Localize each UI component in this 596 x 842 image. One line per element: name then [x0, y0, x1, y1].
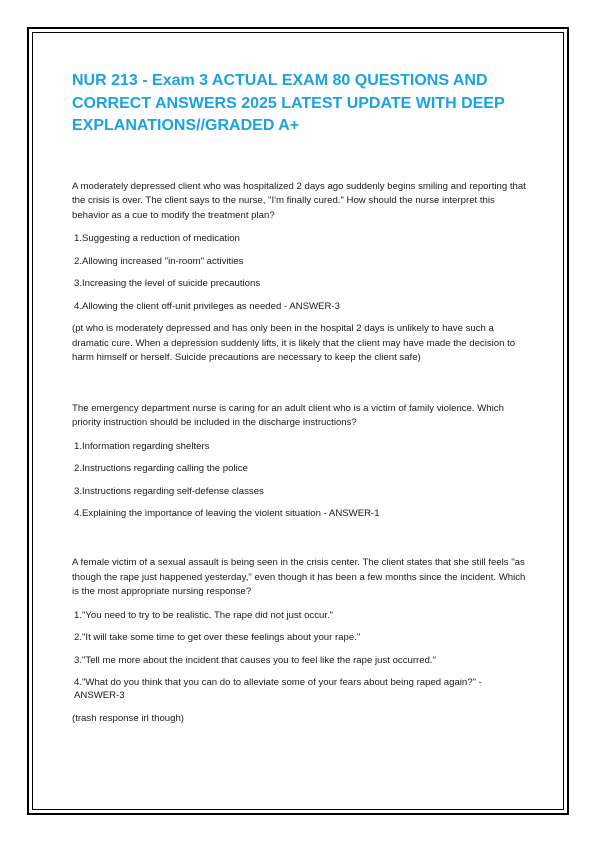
- question-text: A moderately depressed client who was hospitalized 2 days ago suddenly begins smiling and reporting that the crisis is over. The client says to the nurse, "I'm finally cured." How should the nurse interpret this behavior as a cue to modify the treatment plan?: [72, 180, 526, 221]
- answer-option: 2.Allowing increased "in-room" activities: [74, 255, 244, 267]
- answer-option: 3."Tell me more about the incident that causes you to feel like the rape just occurred.": [74, 654, 436, 666]
- rationale-note: (pt who is moderately depressed and has only been in the hospital 2 days is unlikely to have such a dramatic cure. When a depression suddenly lifts, it is likely that the client may have made the decision to harm himself or herself. Suicide precautions are necessary to keep the client safe): [72, 323, 516, 363]
- question-3: [72, 556, 528, 726]
- answer-option: 2.Instructions regarding calling the police: [74, 463, 248, 474]
- document-body: [72, 70, 528, 748]
- document-title: NUR 213 - Exam 3 ACTUAL EXAM 80 QUESTIONS AND CORRECT ANSWERS 2025 LATEST UPDATE WITH DEEP EXPLANATIONS//GRADED A+: [72, 72, 505, 134]
- answer-option: 1.Suggesting a reduction of medication: [74, 233, 240, 244]
- answer-option: 4.Explaining the importance of leaving the violent situation - ANSWER-1: [74, 508, 380, 519]
- question-1: [72, 180, 528, 366]
- answer-option: 2."It will take some time to get over these feelings about your rape.": [74, 632, 361, 643]
- answer-option: 1."You need to try to be realistic. The rape did not just occur.": [74, 609, 334, 621]
- question-2: [72, 402, 528, 521]
- answer-option: 3.Instructions regarding self-defense classes: [74, 485, 264, 497]
- rationale-note: (trash response irl though): [72, 712, 184, 724]
- answer-option: 3.Increasing the level of suicide precautions: [74, 278, 261, 289]
- question-text: A female victim of a sexual assault is being seen in the crisis center. The client states that she still feels "as though the rape just happened yesterday," even though it has been a few months since the incident. Which is the most appropriate nursing response?: [72, 557, 526, 597]
- answer-option: 4."What do you think that you can do to alleviate some of your fears about being raped again?" - ANSWER-3: [74, 677, 482, 701]
- question-text: The emergency department nurse is caring for an adult client who is a victim of family violence. Which priority instruction should be included in the discharge instructions?: [72, 402, 504, 428]
- answer-option: 1.Information regarding shelters: [74, 440, 210, 452]
- answer-option: 4.Allowing the client off-unit privileges as needed - ANSWER-3: [74, 300, 340, 312]
